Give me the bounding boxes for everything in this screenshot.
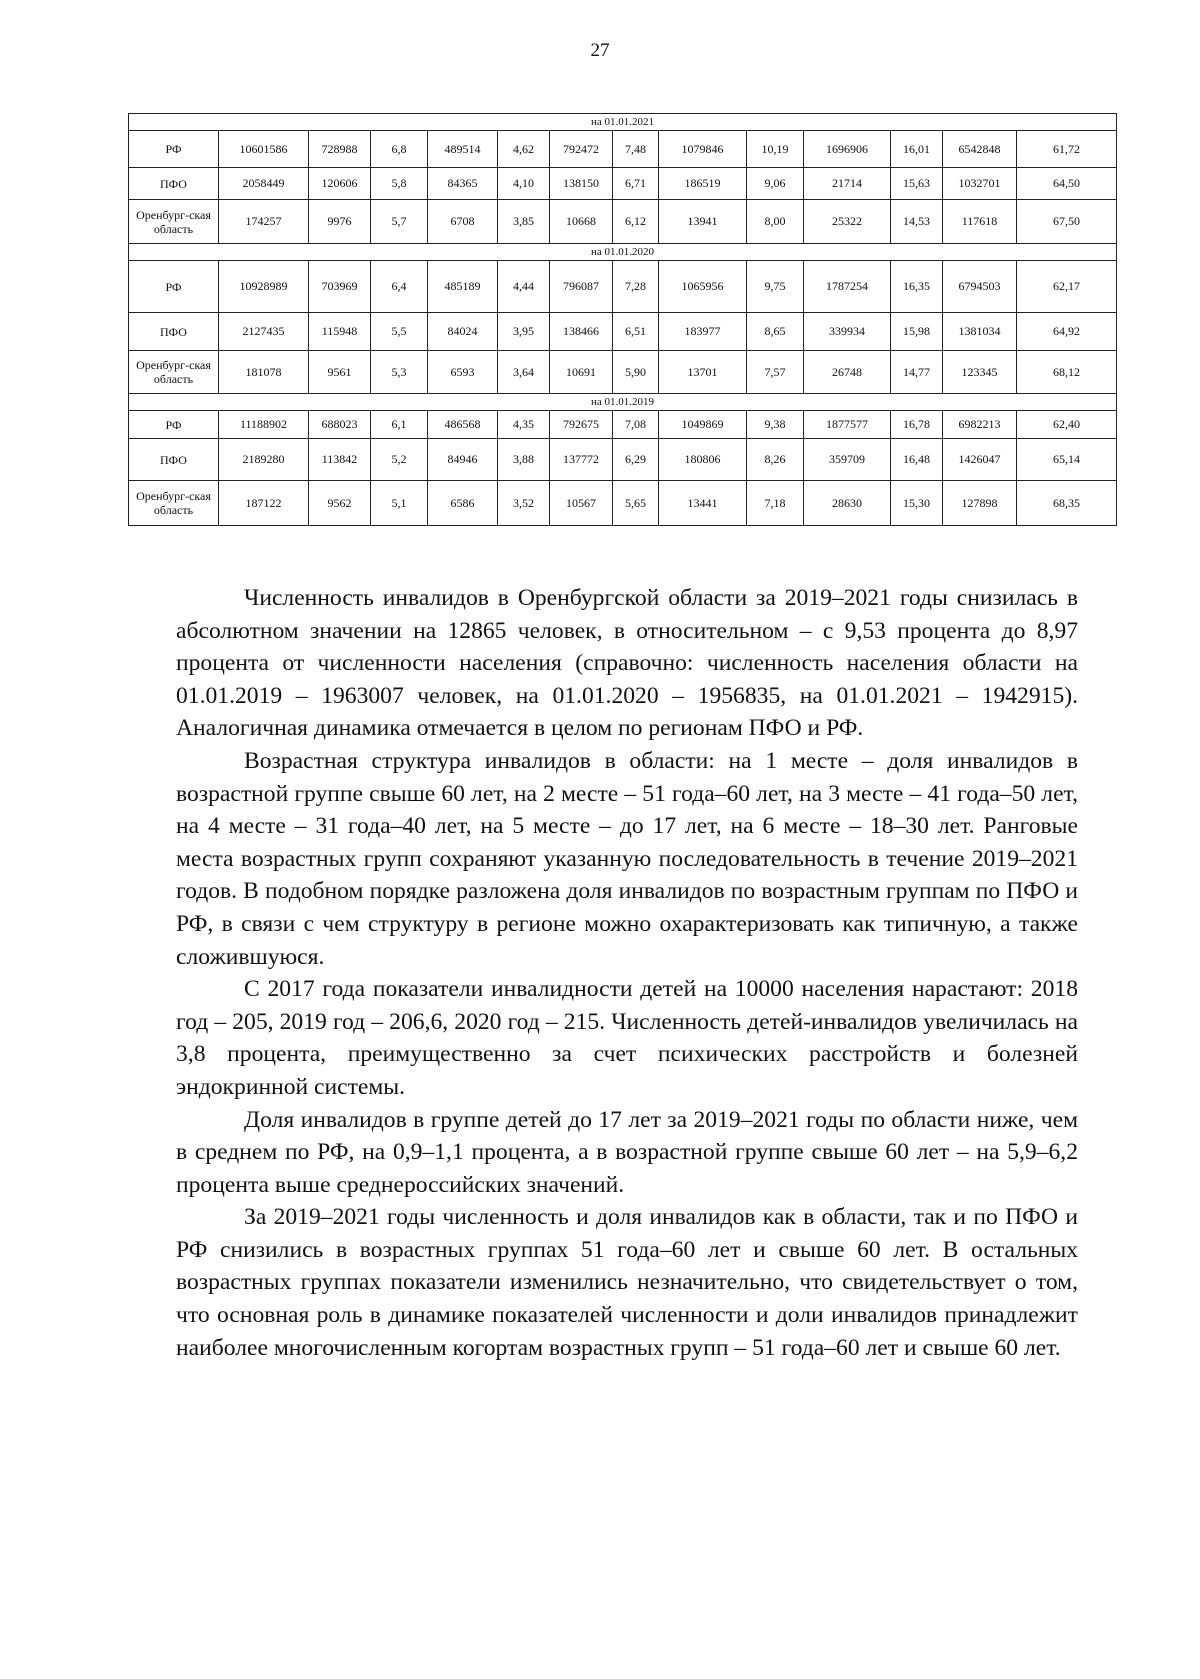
table-cell: 84946 bbox=[428, 439, 498, 481]
table-cell: 120606 bbox=[309, 168, 371, 200]
table-cell: 4,44 bbox=[498, 261, 550, 313]
table-cell: 9,38 bbox=[747, 411, 804, 439]
table-cell: 5,90 bbox=[613, 351, 659, 394]
table-section-header bbox=[129, 394, 1117, 411]
body-text bbox=[176, 582, 1078, 1364]
table-cell: 6708 bbox=[428, 200, 498, 244]
table-cell: 6,4 bbox=[371, 261, 428, 313]
disability-statistics-table bbox=[128, 113, 1117, 526]
table-cell: 28630 bbox=[804, 481, 891, 526]
table-cell: 6982213 bbox=[943, 411, 1017, 439]
table-cell: 2127435 bbox=[219, 313, 309, 351]
table-cell: 10,19 bbox=[747, 131, 804, 168]
page-number: 27 bbox=[590, 40, 610, 61]
table-cell: 11188902 bbox=[219, 411, 309, 439]
row-label: Оренбург-ская область bbox=[129, 200, 219, 244]
table-cell: 181078 bbox=[219, 351, 309, 394]
table-cell: 6794503 bbox=[943, 261, 1017, 313]
table-cell: 9562 bbox=[309, 481, 371, 526]
table-cell: 15,30 bbox=[891, 481, 943, 526]
table-cell: 1696906 bbox=[804, 131, 891, 168]
table-row bbox=[129, 261, 1117, 313]
row-label: РФ bbox=[129, 261, 219, 313]
section-date: на 01.01.2021 bbox=[129, 114, 1117, 131]
table-cell: 6593 bbox=[428, 351, 498, 394]
table-row bbox=[129, 439, 1117, 481]
table-row bbox=[129, 131, 1117, 168]
paragraph: Численность инвалидов в Оренбургской области за 2019–2021 годы снизилась в абсолютном значении на 12865 человек, в относительном – с 9,53 процента до 8,97 процента от численности населения (справочно: численность населения области на 01.01.2019 – 1963007 человек, на 01.01.2020 – 1956835, на 01.01.2021 – 1942915). Аналогичная динамика отмечается в целом по регионам ПФО и РФ. bbox=[176, 585, 1078, 742]
table-cell: 138466 bbox=[550, 313, 613, 351]
table-row bbox=[129, 200, 1117, 244]
table-section-header bbox=[129, 244, 1117, 261]
table-cell: 1032701 bbox=[943, 168, 1017, 200]
table-cell: 4,10 bbox=[498, 168, 550, 200]
row-label: ПФО bbox=[129, 313, 219, 351]
table-cell: 64,50 bbox=[1017, 168, 1117, 200]
table-cell: 84365 bbox=[428, 168, 498, 200]
table-cell: 5,1 bbox=[371, 481, 428, 526]
table-cell: 13441 bbox=[659, 481, 747, 526]
table-cell: 5,2 bbox=[371, 439, 428, 481]
section-date: на 01.01.2019 bbox=[129, 394, 1117, 411]
table-cell: 688023 bbox=[309, 411, 371, 439]
section-date: на 01.01.2020 bbox=[129, 244, 1117, 261]
table-cell: 7,57 bbox=[747, 351, 804, 394]
table-row bbox=[129, 168, 1117, 200]
table-cell: 187122 bbox=[219, 481, 309, 526]
table-cell: 7,28 bbox=[613, 261, 659, 313]
paragraph: Доля инвалидов в группе детей до 17 лет за 2019–2021 годы по области ниже, чем в среднем по РФ, на 0,9–1,1 процента, а в возрастной группе свыше 60 лет – на 5,9–6,2 процента выше среднероссийских значений. bbox=[176, 1106, 1078, 1198]
table-cell: 3,85 bbox=[498, 200, 550, 244]
row-label: ПФО bbox=[129, 168, 219, 200]
table-cell: 359709 bbox=[804, 439, 891, 481]
table-cell: 1065956 bbox=[659, 261, 747, 313]
table-cell: 9,75 bbox=[747, 261, 804, 313]
table-cell: 8,65 bbox=[747, 313, 804, 351]
table-cell: 15,98 bbox=[891, 313, 943, 351]
row-label: РФ bbox=[129, 411, 219, 439]
table-cell: 5,3 bbox=[371, 351, 428, 394]
paragraph: За 2019–2021 годы численность и доля инвалидов как в области, так и по ПФО и РФ снизились в возрастных группах 51 года–60 лет и свыше 60 лет. В остальных возрастных группах показатели изменились незначительно, что свидетельствует о том, что основная роль в динамике показателей численности и доли инвалидов принадлежит наиболее многочисленным когортам возрастных групп – 51 года–60 лет и свыше 60 лет. bbox=[176, 1204, 1078, 1361]
table-cell: 6,71 bbox=[613, 168, 659, 200]
table-cell: 117618 bbox=[943, 200, 1017, 244]
table-cell: 180806 bbox=[659, 439, 747, 481]
table-cell: 1426047 bbox=[943, 439, 1017, 481]
table-cell: 9,06 bbox=[747, 168, 804, 200]
table-cell: 4,35 bbox=[498, 411, 550, 439]
table-cell: 13941 bbox=[659, 200, 747, 244]
table-cell: 8,26 bbox=[747, 439, 804, 481]
table-cell: 9561 bbox=[309, 351, 371, 394]
table-cell: 6,12 bbox=[613, 200, 659, 244]
table-cell: 174257 bbox=[219, 200, 309, 244]
table-cell: 1079846 bbox=[659, 131, 747, 168]
table-cell: 1381034 bbox=[943, 313, 1017, 351]
table-cell: 5,65 bbox=[613, 481, 659, 526]
paragraph: С 2017 года показатели инвалидности детей на 10000 населения нарастают: 2018 год – 205, 2019 год – 206,6, 2020 год – 215. Численность детей-инвалидов увеличилась на 3,8 процента, преимущественно за счет психических расстройств и болезней эндокринной системы. bbox=[176, 976, 1078, 1100]
table-cell: 339934 bbox=[804, 313, 891, 351]
table-cell: 10601586 bbox=[219, 131, 309, 168]
table-cell: 6586 bbox=[428, 481, 498, 526]
table-cell: 138150 bbox=[550, 168, 613, 200]
table-cell: 3,52 bbox=[498, 481, 550, 526]
table-cell: 8,00 bbox=[747, 200, 804, 244]
table-cell: 5,7 bbox=[371, 200, 428, 244]
table-section-header bbox=[129, 114, 1117, 131]
table-cell: 26748 bbox=[804, 351, 891, 394]
table-cell: 6,51 bbox=[613, 313, 659, 351]
table-cell: 16,78 bbox=[891, 411, 943, 439]
row-label: Оренбург-ская область bbox=[129, 481, 219, 526]
row-label: ПФО bbox=[129, 439, 219, 481]
row-label: Оренбург-ская область bbox=[129, 351, 219, 394]
table-cell: 796087 bbox=[550, 261, 613, 313]
table-cell: 6542848 bbox=[943, 131, 1017, 168]
table-cell: 14,77 bbox=[891, 351, 943, 394]
table-cell: 7,08 bbox=[613, 411, 659, 439]
table-cell: 703969 bbox=[309, 261, 371, 313]
table-cell: 10567 bbox=[550, 481, 613, 526]
table-cell: 65,14 bbox=[1017, 439, 1117, 481]
table-cell: 1877577 bbox=[804, 411, 891, 439]
table-cell: 7,18 bbox=[747, 481, 804, 526]
table-cell: 10668 bbox=[550, 200, 613, 244]
table-cell: 792675 bbox=[550, 411, 613, 439]
table-cell: 6,29 bbox=[613, 439, 659, 481]
table-cell: 6,8 bbox=[371, 131, 428, 168]
table-cell: 728988 bbox=[309, 131, 371, 168]
row-label: РФ bbox=[129, 131, 219, 168]
table-cell: 127898 bbox=[943, 481, 1017, 526]
table-cell: 5,5 bbox=[371, 313, 428, 351]
paragraph: Возрастная структура инвалидов в области: на 1 месте – доля инвалидов в возрастной группе свыше 60 лет, на 2 месте – 51 года–60 лет, на 3 месте – 41 года–50 лет, на 4 месте – 31 года–40 лет, на 5 месте – до 17 лет, на 6 месте – 18–30 лет. Ранговые места возрастных групп сохраняют указанную последовательность в течение 2019–2021 годов. В подобном порядке разложена доля инвалидов по возрастным группам по ПФО и РФ, в связи с чем структуру в регионе можно охарактеризовать как типичную, а также сложившуюся. bbox=[176, 747, 1078, 970]
table-cell: 61,72 bbox=[1017, 131, 1117, 168]
table-row bbox=[129, 411, 1117, 439]
table-cell: 2189280 bbox=[219, 439, 309, 481]
table-cell: 489514 bbox=[428, 131, 498, 168]
table-row bbox=[129, 481, 1117, 526]
table-cell: 115948 bbox=[309, 313, 371, 351]
table-cell: 1049869 bbox=[659, 411, 747, 439]
table-cell: 68,12 bbox=[1017, 351, 1117, 394]
table-row bbox=[129, 351, 1117, 394]
table-cell: 64,92 bbox=[1017, 313, 1117, 351]
table-cell: 186519 bbox=[659, 168, 747, 200]
table-cell: 62,40 bbox=[1017, 411, 1117, 439]
table-cell: 113842 bbox=[309, 439, 371, 481]
table-cell: 137772 bbox=[550, 439, 613, 481]
table-cell: 21714 bbox=[804, 168, 891, 200]
table-cell: 6,1 bbox=[371, 411, 428, 439]
table-cell: 67,50 bbox=[1017, 200, 1117, 244]
table-cell: 10928989 bbox=[219, 261, 309, 313]
table-cell: 183977 bbox=[659, 313, 747, 351]
table-cell: 16,01 bbox=[891, 131, 943, 168]
table-cell: 25322 bbox=[804, 200, 891, 244]
table-cell: 3,64 bbox=[498, 351, 550, 394]
table-cell: 486568 bbox=[428, 411, 498, 439]
table-cell: 62,17 bbox=[1017, 261, 1117, 313]
table-cell: 84024 bbox=[428, 313, 498, 351]
table-cell: 9976 bbox=[309, 200, 371, 244]
table-cell: 15,63 bbox=[891, 168, 943, 200]
table-cell: 14,53 bbox=[891, 200, 943, 244]
table-cell: 3,88 bbox=[498, 439, 550, 481]
table-cell: 13701 bbox=[659, 351, 747, 394]
table-cell: 1787254 bbox=[804, 261, 891, 313]
table-cell: 10691 bbox=[550, 351, 613, 394]
table-cell: 485189 bbox=[428, 261, 498, 313]
table-cell: 7,48 bbox=[613, 131, 659, 168]
table-row bbox=[129, 313, 1117, 351]
table-cell: 4,62 bbox=[498, 131, 550, 168]
table-cell: 2058449 bbox=[219, 168, 309, 200]
table-cell: 16,35 bbox=[891, 261, 943, 313]
table-cell: 3,95 bbox=[498, 313, 550, 351]
table-cell: 16,48 bbox=[891, 439, 943, 481]
table-cell: 68,35 bbox=[1017, 481, 1117, 526]
table-cell: 792472 bbox=[550, 131, 613, 168]
table-cell: 123345 bbox=[943, 351, 1017, 394]
table-cell: 5,8 bbox=[371, 168, 428, 200]
